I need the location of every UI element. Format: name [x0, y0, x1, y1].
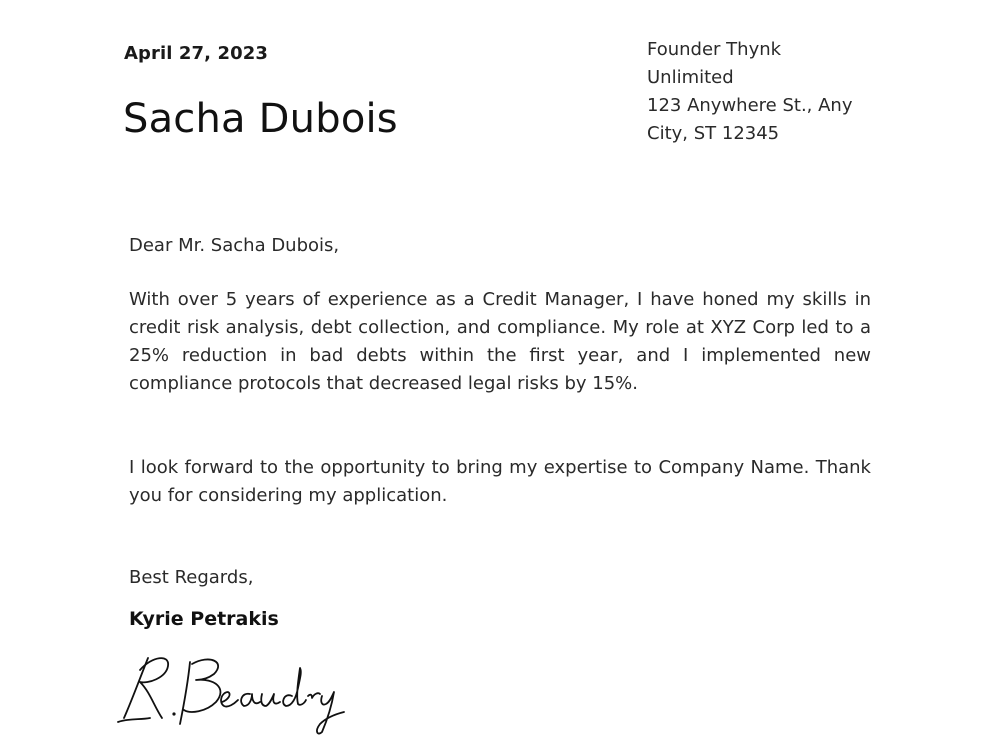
closing-phrase: Best Regards,: [129, 567, 254, 588]
recipient-address: [647, 36, 887, 148]
address-line: 123 Anywhere St., Any: [647, 95, 853, 116]
address-line: Unlimited: [647, 67, 734, 88]
address-line: City, ST 12345: [647, 123, 780, 144]
handwritten-signature: [110, 648, 350, 738]
body-paragraph-closing-remarks: I look forward to the opportunity to bring my expertise to Company Name. Thank you for considering my application.: [129, 457, 871, 506]
address-line: Founder Thynk: [647, 39, 782, 60]
body-paragraph-experience: With over 5 years of experience as a Credit Manager, I have honed my skills in credit risk analysis, debt collection, and compliance. My role at XYZ Corp led to a 25% reduction in bad debts within the first year, and I implemented new compliance protocols that decreased legal risks by 15%.: [129, 289, 871, 394]
signer-name: Kyrie Petrakis: [129, 608, 279, 630]
recipient-name-heading: Sacha Dubois: [123, 96, 398, 142]
salutation: Dear Mr. Sacha Dubois,: [129, 235, 340, 256]
letter-date: April 27, 2023: [124, 43, 268, 64]
